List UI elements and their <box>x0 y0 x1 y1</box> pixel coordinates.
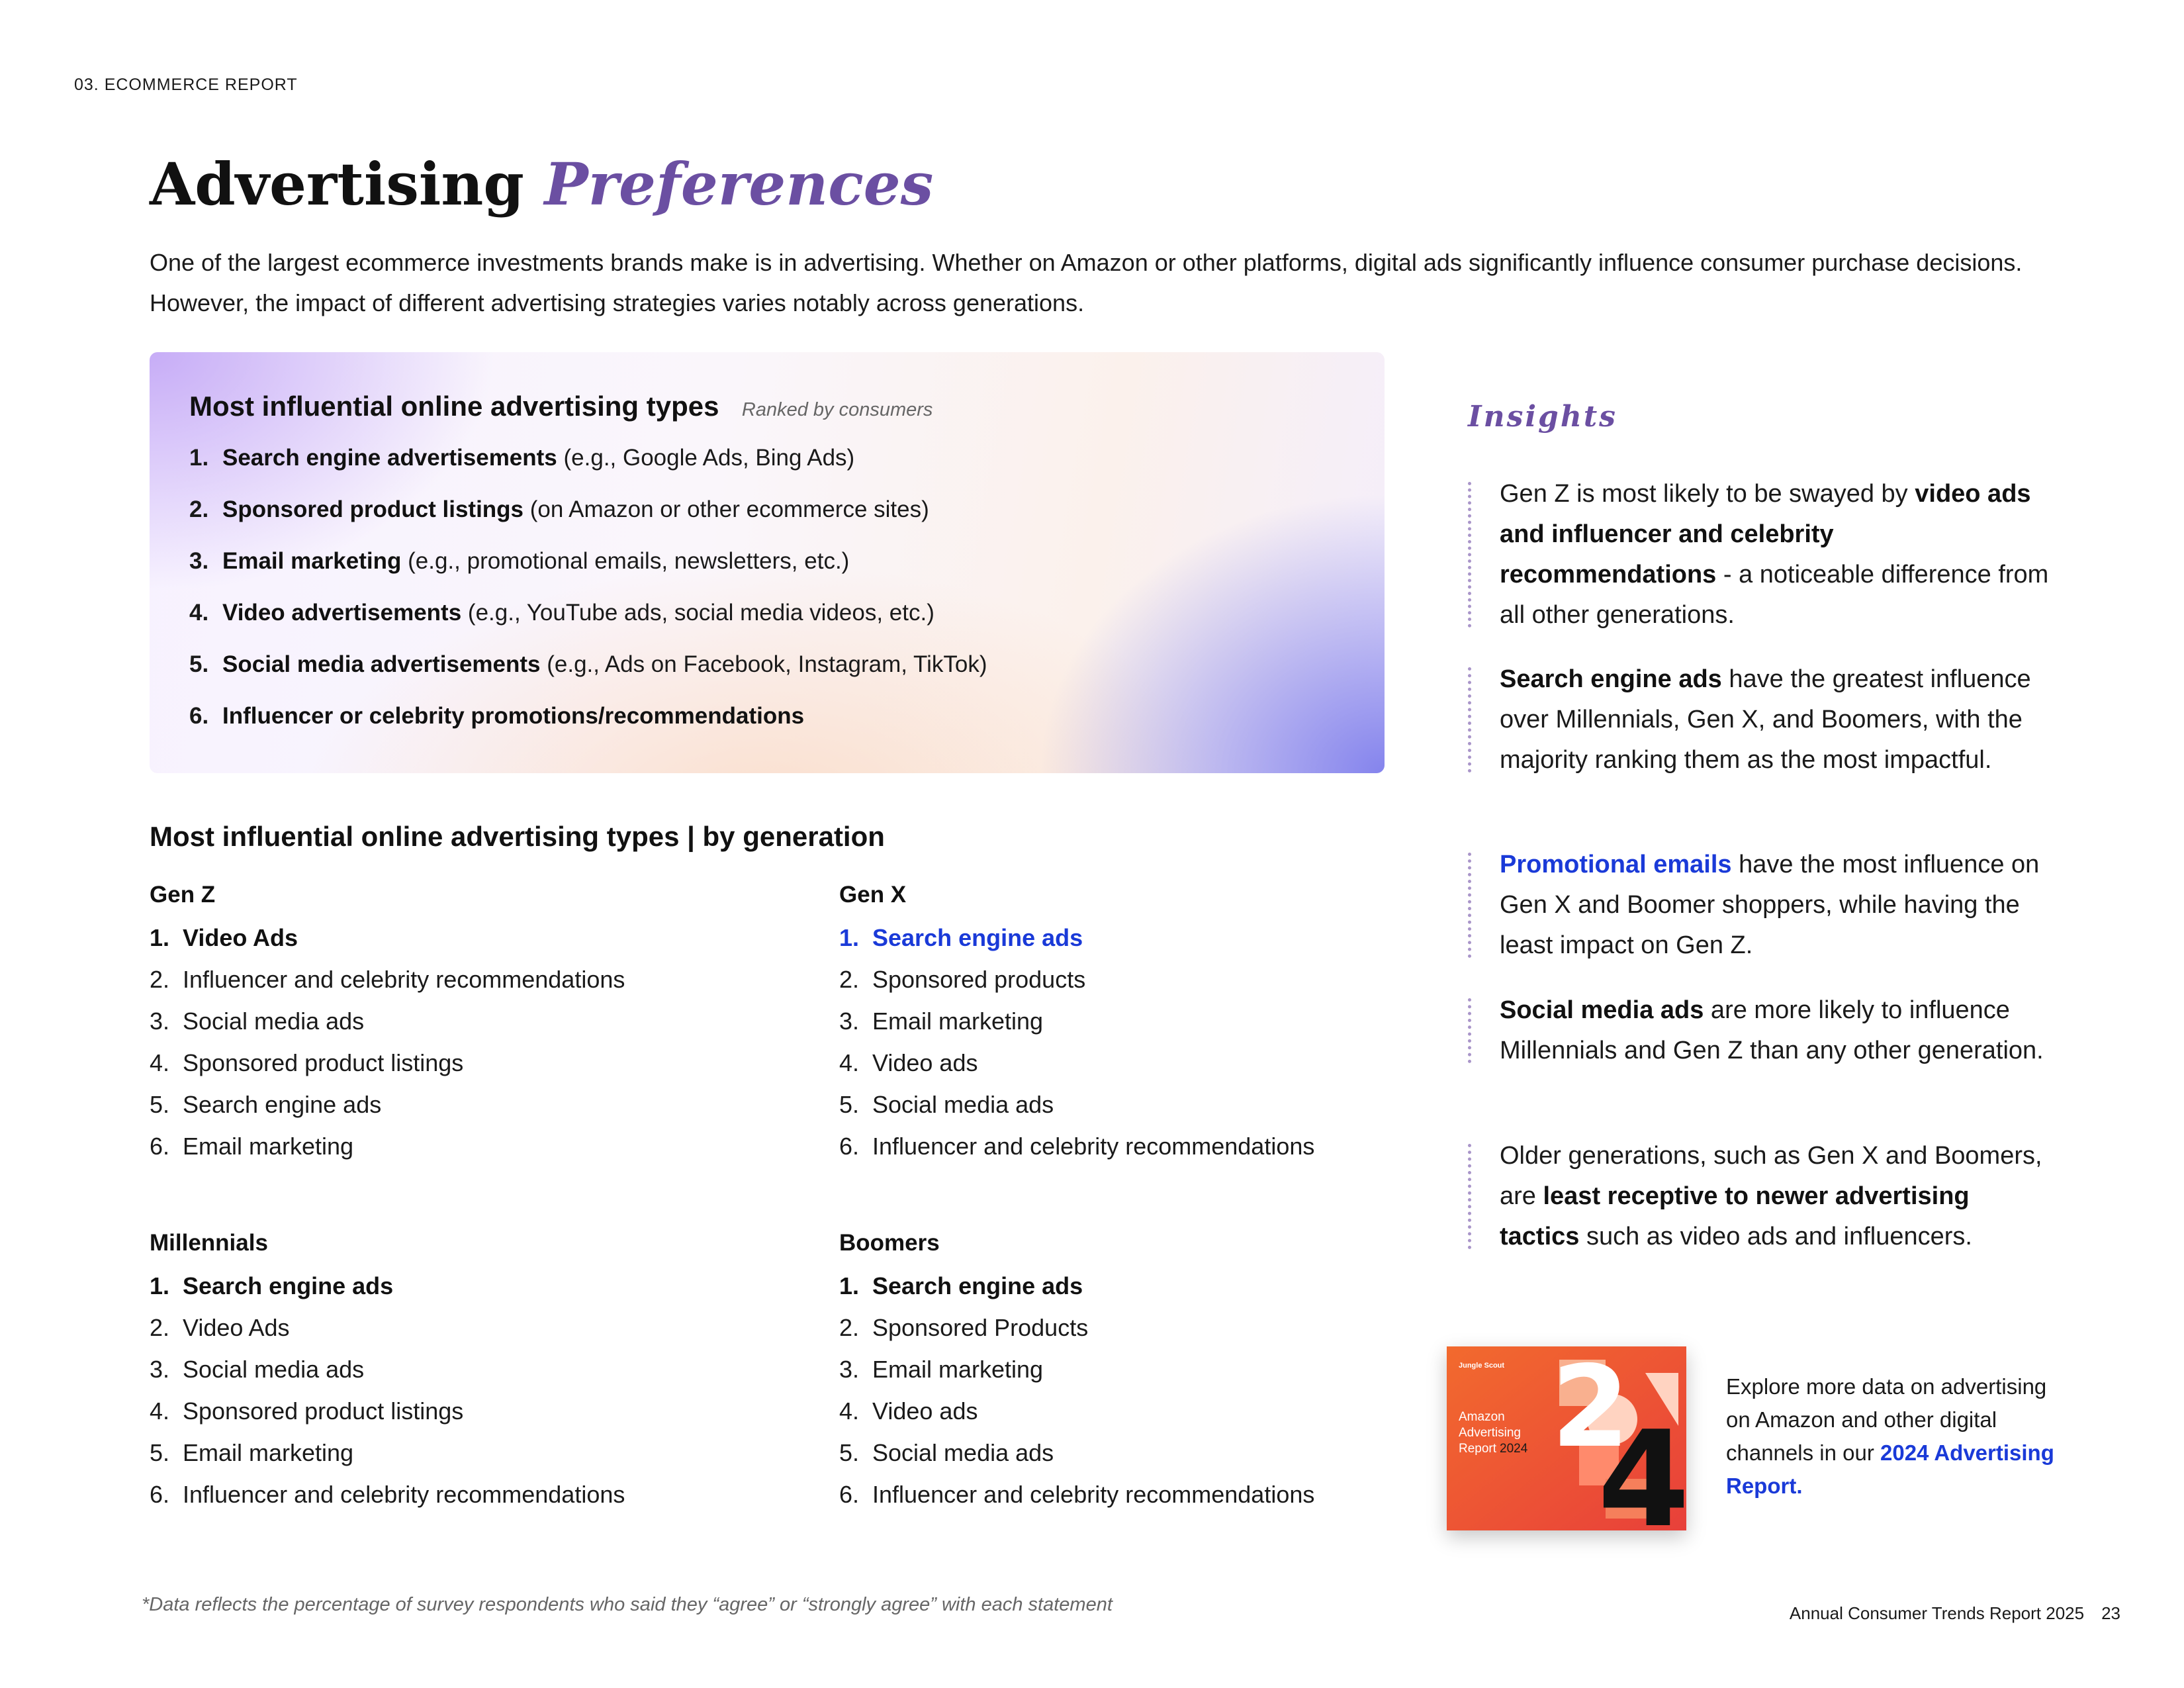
ranking-label: Social media advertisements <box>222 651 541 677</box>
page-number: 23 <box>2101 1603 2120 1623</box>
ranking-num: 1. <box>189 445 209 471</box>
insight-gen-z: Gen Z is most likely to be swayed by video ads and influencer and celebrity recommendations - a noticeable difference from all other generations. <box>1468 474 2050 635</box>
list-item: 3. Social media ads <box>150 1008 365 1035</box>
ranking-detail: (e.g., Google Ads, Bing Ads) <box>557 445 855 471</box>
boomers-name: Boomers <box>839 1230 940 1256</box>
ranking-item <box>189 703 987 755</box>
ranking-num: 6. <box>189 703 209 729</box>
dotted-divider <box>1468 853 1471 958</box>
ranking-label: Video advertisements <box>222 600 462 626</box>
dotted-divider <box>1468 1144 1471 1249</box>
ranking-num: 3. <box>189 548 209 574</box>
ranking-num: 2. <box>189 496 209 522</box>
dotted-divider <box>1468 482 1471 628</box>
ranking-item <box>189 445 987 496</box>
ranking-card <box>150 352 1385 773</box>
list-item: 2. Sponsored products <box>839 966 1086 993</box>
insights-title: Insights <box>1468 400 1617 434</box>
ranking-detail: (e.g., promotional emails, newsletters, etc.) <box>401 548 850 574</box>
ranking-card-title: Most influential online advertising types <box>189 391 719 422</box>
list-item: 3. Social media ads <box>150 1356 365 1383</box>
promotional-emails-link[interactable]: Promotional emails <box>1500 851 1732 878</box>
ranking-item <box>189 651 987 703</box>
cover-title-1: Amazon <box>1459 1410 1505 1424</box>
page-footer <box>1790 1603 2120 1624</box>
report-cover-image <box>1447 1346 1686 1530</box>
ranking-item <box>189 548 987 600</box>
page-title <box>150 150 933 218</box>
ranking-item <box>189 496 987 548</box>
insight-search-ads: Search engine ads have the greatest influence over Millennials, Gen X, and Boomers, with the majority ranking them as the most impactful. <box>1468 659 2050 780</box>
list-item: 3. Email marketing <box>839 1356 1044 1383</box>
cover-brand: Jungle Scout <box>1459 1362 1505 1370</box>
ranking-card-header <box>189 391 933 422</box>
generation-heading: Most influential online advertising types | by generation <box>150 821 885 852</box>
list-item: 6. Influencer and celebrity recommendations <box>839 1133 1315 1160</box>
ranking-label: Sponsored product listings <box>222 496 524 522</box>
insight-social-ads: Social media ads are more likely to influence Millennials and Gen Z than any other generation. <box>1468 990 2050 1071</box>
ranking-label: Influencer or celebrity promotions/recommendations <box>222 703 805 729</box>
cover-big-digit-2: 2 <box>1551 1346 1630 1473</box>
list-item: 1. Search engine ads <box>839 1272 1083 1299</box>
boomers-list <box>839 1272 1501 1523</box>
intro-paragraph: One of the largest ecommerce investments brands make is in advertising. Whether on Amazon or other platforms, digital ads significantly influence consumer purchase decisions. However, the impact of different advertising strategies varies notably across generations. <box>150 249 2023 316</box>
promo-text: Explore more data on advertising on Amazon and other digital channels in our 2024 Advertising Report. <box>1726 1374 2054 1498</box>
list-item: 5. Social media ads <box>839 1091 1054 1118</box>
list-item: 4. Sponsored product listings <box>150 1049 464 1076</box>
millennials-block <box>150 1230 811 1523</box>
list-item: 2. Video Ads <box>150 1314 290 1341</box>
ranking-detail: (e.g., YouTube ads, social media videos, etc.) <box>461 600 934 626</box>
boomers-block <box>839 1230 1501 1523</box>
insight-emails: Promotional emails have the most influence on Gen X and Boomer shoppers, while having the least impact on Gen Z. <box>1468 845 2050 966</box>
list-item: 2. Influencer and celebrity recommendations <box>150 966 625 993</box>
gen-x-block <box>839 882 1501 1174</box>
millennials-list <box>150 1272 811 1523</box>
list-item: 1. Search engine ads <box>150 1272 394 1299</box>
list-item: 2. Sponsored Products <box>839 1314 1089 1341</box>
list-item: 4. Video ads <box>839 1049 978 1076</box>
ranking-card-subtitle: Ranked by consumers <box>741 399 933 420</box>
ranking-label: Email marketing <box>222 548 402 574</box>
gen-x-list <box>839 924 1501 1174</box>
gen-x-name: Gen X <box>839 882 907 908</box>
title-main: Advertising <box>150 150 524 218</box>
ranking-detail: (e.g., Ads on Facebook, Instagram, TikTok) <box>540 651 987 677</box>
ranking-list <box>189 445 987 755</box>
list-item: 6. Email marketing <box>150 1133 354 1160</box>
list-item: 4. Sponsored product listings <box>150 1397 464 1425</box>
ranking-label: Search engine advertisements <box>222 445 557 471</box>
list-item: 5. Social media ads <box>839 1439 1054 1466</box>
dotted-divider <box>1468 998 1471 1063</box>
advertising-report-cover[interactable] <box>1447 1346 1686 1530</box>
cover-title-2: Advertising <box>1459 1426 1521 1440</box>
list-item: 5. Email marketing <box>150 1439 354 1466</box>
report-name: Annual Consumer Trends Report 2025 <box>1789 1603 2085 1623</box>
dotted-divider <box>1468 667 1471 773</box>
list-item: 1. Video Ads <box>150 924 298 951</box>
advertising-report-link[interactable]: 2024 Advertising Report. <box>1726 1440 2054 1498</box>
list-item: 1. Search engine ads <box>839 924 1083 951</box>
section-label: 03. ECOMMERCE REPORT <box>74 75 298 94</box>
list-item: 6. Influencer and celebrity recommendations <box>150 1481 625 1508</box>
list-item: 3. Email marketing <box>839 1008 1044 1035</box>
gen-z-block <box>150 882 811 1174</box>
list-item: 4. Video ads <box>839 1397 978 1425</box>
gen-z-name: Gen Z <box>150 882 216 908</box>
ranking-num: 4. <box>189 600 209 626</box>
millennials-name: Millennials <box>150 1230 268 1256</box>
list-item: 6. Influencer and celebrity recommendations <box>839 1481 1315 1508</box>
list-item: 5. Search engine ads <box>150 1091 382 1118</box>
ranking-detail: (on Amazon or other ecommerce sites) <box>523 496 929 522</box>
cover-year: 2024 <box>1500 1442 1528 1456</box>
ranking-item <box>189 600 987 651</box>
gen-z-list <box>150 924 811 1174</box>
footnote: *Data reflects the percentage of survey respondents who said they “agree” or “strongly agree” with each statement <box>142 1594 1113 1615</box>
insight-older-generations: Older generations, such as Gen X and Boomers, are least receptive to newer advertising tactics such as video ads and influencers. <box>1468 1136 2050 1257</box>
title-accent: Preferences <box>544 150 934 218</box>
ranking-num: 5. <box>189 651 209 677</box>
cover-big-digit-4: 4 <box>1598 1403 1686 1530</box>
cover-title-3: Report <box>1459 1442 1497 1456</box>
